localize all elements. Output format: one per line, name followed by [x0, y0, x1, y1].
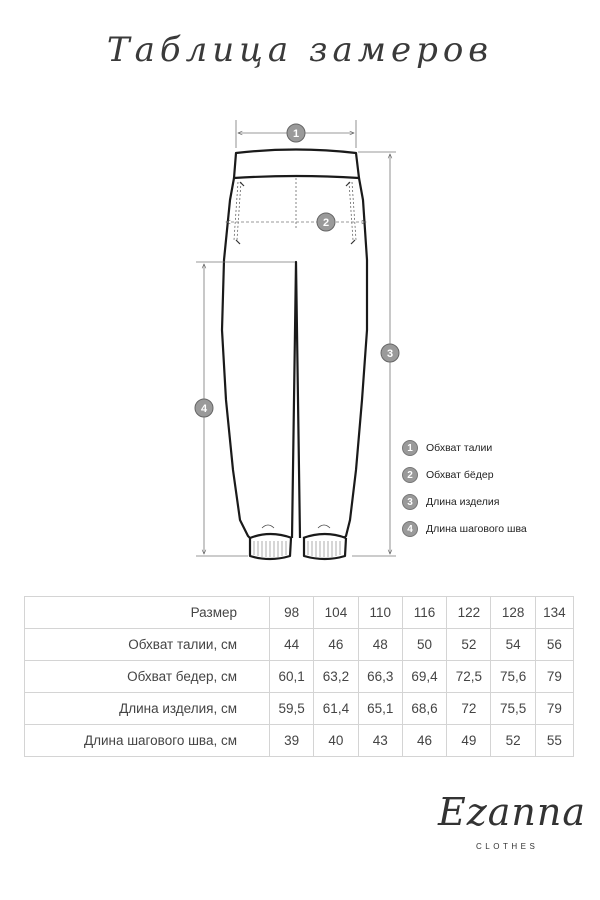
table-header-row [25, 597, 574, 629]
pants-outline [222, 150, 367, 560]
legend-item [402, 465, 527, 485]
legend-label: Длина изделия [426, 496, 500, 508]
svg-text:3: 3 [386, 348, 394, 360]
size-cell: 128 [491, 597, 535, 629]
table-row [25, 693, 574, 725]
legend-badge: 4 [402, 521, 418, 537]
marker-2 [317, 213, 335, 231]
legend-label: Обхват талии [426, 442, 493, 454]
marker-3 [381, 344, 399, 362]
row-label: Обхват бедер, см [25, 661, 270, 693]
table-cell: 60,1 [270, 661, 314, 693]
svg-text:2: 2 [322, 217, 330, 229]
row-label: Длина шагового шва, см [25, 725, 270, 757]
table-cell: 44 [270, 629, 314, 661]
table-cell: 54 [491, 629, 535, 661]
table-cell: 56 [535, 629, 573, 661]
legend-label: Длина шагового шва [426, 523, 527, 535]
row-label: Длина изделия, см [25, 693, 270, 725]
header-label: Размер [25, 597, 270, 629]
measurement-legend [402, 438, 527, 546]
table-cell: 61,4 [314, 693, 358, 725]
marker-4 [195, 399, 213, 417]
table-cell: 65,1 [358, 693, 402, 725]
table-row [25, 661, 574, 693]
legend-item [402, 438, 527, 458]
legend-badge: 2 [402, 467, 418, 483]
row-label: Обхват талии, см [25, 629, 270, 661]
size-cell: 104 [314, 597, 358, 629]
size-cell: 122 [447, 597, 491, 629]
table-cell: 46 [402, 725, 446, 757]
size-table [24, 596, 574, 757]
table-row [25, 725, 574, 757]
table-cell: 55 [535, 725, 573, 757]
table-cell: 49 [447, 725, 491, 757]
legend-label: Обхват бёдер [426, 469, 494, 481]
svg-text:1: 1 [292, 128, 300, 140]
logo-wordmark: Ezanna [438, 790, 587, 834]
table-cell: 69,4 [402, 661, 446, 693]
legend-item [402, 519, 527, 539]
table-cell: 75,6 [491, 661, 535, 693]
table-cell: 46 [314, 629, 358, 661]
table-cell: 40 [314, 725, 358, 757]
marker-1 [287, 124, 305, 142]
legend-badge: 1 [402, 440, 418, 456]
table-cell: 66,3 [358, 661, 402, 693]
table-cell: 63,2 [314, 661, 358, 693]
table-cell: 72 [447, 693, 491, 725]
table-cell: 39 [270, 725, 314, 757]
table-cell: 68,6 [402, 693, 446, 725]
size-cell: 116 [402, 597, 446, 629]
table-cell: 48 [358, 629, 402, 661]
table-cell: 52 [447, 629, 491, 661]
brand-logo [428, 790, 587, 890]
table-cell: 59,5 [270, 693, 314, 725]
table-row [25, 629, 574, 661]
table-cell: 79 [535, 693, 573, 725]
table-cell: 75,5 [491, 693, 535, 725]
size-cell: 110 [358, 597, 402, 629]
table-cell: 50 [402, 629, 446, 661]
size-cell: 134 [535, 597, 573, 629]
svg-text:4: 4 [200, 403, 208, 415]
table-cell: 43 [358, 725, 402, 757]
table-cell: 52 [491, 725, 535, 757]
page-title: Таблица замеров [106, 30, 494, 70]
legend-badge: 3 [402, 494, 418, 510]
table-cell: 79 [535, 661, 573, 693]
logo-subtitle: CLOTHES [476, 842, 539, 851]
legend-item [402, 492, 527, 512]
table-cell: 72,5 [447, 661, 491, 693]
size-cell: 98 [270, 597, 314, 629]
